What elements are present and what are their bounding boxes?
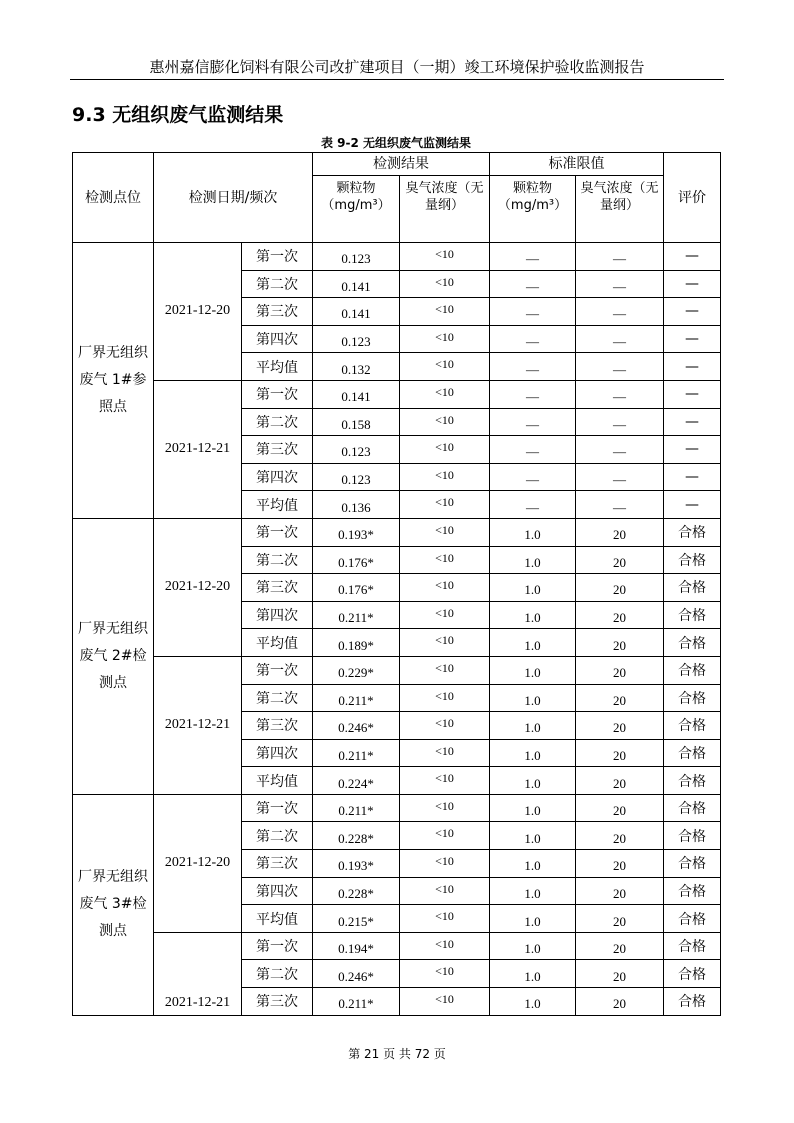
- header-pm-limit: 颗粒物（mg/m³）: [490, 176, 576, 243]
- header-odor: 臭气浓度（无量纲）: [400, 176, 490, 243]
- odor-limit-cell: 20: [576, 518, 664, 546]
- date-cell: 2021-12-21: [154, 656, 242, 794]
- frequency-cell: 第一次: [242, 656, 313, 684]
- point-cell: 厂界无组织废气 1#参照点: [73, 243, 154, 519]
- frequency-cell: 第一次: [242, 794, 313, 822]
- odor-value-cell: <10: [400, 905, 490, 933]
- frequency-cell: 第四次: [242, 601, 313, 629]
- odor-value-cell: <10: [400, 463, 490, 491]
- frequency-cell: 第三次: [242, 574, 313, 602]
- pm-limit-cell: 1.0: [490, 850, 576, 878]
- header-date-freq: 检测日期/频次: [154, 153, 313, 243]
- odor-limit-cell: —: [576, 270, 664, 298]
- header-limits: 标准限值: [490, 153, 664, 176]
- odor-value-cell: <10: [400, 601, 490, 629]
- evaluation-cell: 合格: [664, 988, 721, 1016]
- table-row: [73, 380, 721, 408]
- frequency-cell: 第二次: [242, 408, 313, 436]
- pm-value-cell: 0.189*: [313, 629, 400, 657]
- pm-limit-cell: —: [490, 463, 576, 491]
- frequency-cell: 第二次: [242, 822, 313, 850]
- pm-limit-cell: —: [490, 380, 576, 408]
- odor-value-cell: <10: [400, 850, 490, 878]
- odor-limit-cell: 20: [576, 822, 664, 850]
- pm-value-cell: 0.193*: [313, 518, 400, 546]
- evaluation-cell: 合格: [664, 546, 721, 574]
- pm-limit-cell: 1.0: [490, 794, 576, 822]
- frequency-cell: 第一次: [242, 518, 313, 546]
- pm-limit-cell: 1.0: [490, 518, 576, 546]
- odor-value-cell: <10: [400, 739, 490, 767]
- frequency-cell: 第二次: [242, 270, 313, 298]
- odor-limit-cell: 20: [576, 739, 664, 767]
- pm-limit-cell: —: [490, 436, 576, 464]
- odor-limit-cell: 20: [576, 601, 664, 629]
- frequency-cell: 第一次: [242, 932, 313, 960]
- pm-limit-cell: —: [490, 325, 576, 353]
- frequency-cell: 第三次: [242, 850, 313, 878]
- odor-value-cell: <10: [400, 408, 490, 436]
- table-row: [73, 243, 721, 271]
- odor-limit-cell: —: [576, 325, 664, 353]
- pm-value-cell: 0.229*: [313, 656, 400, 684]
- odor-value-cell: <10: [400, 794, 490, 822]
- pm-value-cell: 0.136: [313, 491, 400, 519]
- odor-limit-cell: —: [576, 298, 664, 326]
- evaluation-cell: —: [664, 380, 721, 408]
- frequency-cell: 第二次: [242, 684, 313, 712]
- pm-value-cell: 0.176*: [313, 546, 400, 574]
- table-row: [73, 932, 721, 960]
- header-pm: 颗粒物（mg/m³）: [313, 176, 400, 243]
- evaluation-cell: —: [664, 491, 721, 519]
- evaluation-cell: 合格: [664, 601, 721, 629]
- date-cell: 2021-12-20: [154, 243, 242, 381]
- frequency-cell: 平均值: [242, 767, 313, 795]
- odor-limit-cell: 20: [576, 850, 664, 878]
- pm-value-cell: 0.123: [313, 436, 400, 464]
- pm-value-cell: 0.246*: [313, 960, 400, 988]
- odor-value-cell: <10: [400, 767, 490, 795]
- odor-limit-cell: 20: [576, 629, 664, 657]
- frequency-cell: 第二次: [242, 960, 313, 988]
- odor-value-cell: <10: [400, 629, 490, 657]
- evaluation-cell: 合格: [664, 822, 721, 850]
- pm-value-cell: 0.215*: [313, 905, 400, 933]
- pm-limit-cell: —: [490, 353, 576, 381]
- pm-value-cell: 0.224*: [313, 767, 400, 795]
- table-row: [73, 518, 721, 546]
- evaluation-cell: —: [664, 298, 721, 326]
- header-results: 检测结果: [313, 153, 490, 176]
- header-divider: [70, 79, 724, 80]
- frequency-cell: 第四次: [242, 325, 313, 353]
- pm-value-cell: 0.211*: [313, 794, 400, 822]
- pm-value-cell: 0.141: [313, 298, 400, 326]
- odor-limit-cell: —: [576, 463, 664, 491]
- frequency-cell: 平均值: [242, 629, 313, 657]
- evaluation-cell: 合格: [664, 905, 721, 933]
- odor-value-cell: <10: [400, 298, 490, 326]
- date-cell: 2021-12-20: [154, 518, 242, 656]
- date-cell: 2021-12-21: [154, 380, 242, 518]
- date-cell: 2021-12-21: [154, 932, 242, 1015]
- odor-limit-cell: 20: [576, 932, 664, 960]
- pm-value-cell: 0.211*: [313, 684, 400, 712]
- odor-limit-cell: 20: [576, 960, 664, 988]
- pm-limit-cell: 1.0: [490, 656, 576, 684]
- pm-limit-cell: 1.0: [490, 684, 576, 712]
- table-row: [73, 656, 721, 684]
- table-caption: 表 9-2 无组织废气监测结果: [320, 136, 472, 150]
- odor-value-cell: <10: [400, 877, 490, 905]
- section-title: 9.3 无组织废气监测结果: [72, 104, 284, 126]
- evaluation-cell: 合格: [664, 656, 721, 684]
- odor-limit-cell: 20: [576, 656, 664, 684]
- pm-limit-cell: 1.0: [490, 932, 576, 960]
- evaluation-cell: —: [664, 270, 721, 298]
- frequency-cell: 平均值: [242, 353, 313, 381]
- header-odor-limit: 臭气浓度（无量纲）: [576, 176, 664, 243]
- odor-limit-cell: —: [576, 436, 664, 464]
- odor-value-cell: <10: [400, 325, 490, 353]
- evaluation-cell: 合格: [664, 850, 721, 878]
- pm-limit-cell: 1.0: [490, 739, 576, 767]
- table-body: [73, 243, 721, 1016]
- evaluation-cell: 合格: [664, 960, 721, 988]
- odor-limit-cell: 20: [576, 684, 664, 712]
- evaluation-cell: 合格: [664, 518, 721, 546]
- pm-limit-cell: 1.0: [490, 546, 576, 574]
- pm-limit-cell: —: [490, 270, 576, 298]
- evaluation-cell: —: [664, 243, 721, 271]
- frequency-cell: 第三次: [242, 988, 313, 1016]
- odor-value-cell: <10: [400, 546, 490, 574]
- pm-limit-cell: 1.0: [490, 601, 576, 629]
- pm-limit-cell: 1.0: [490, 905, 576, 933]
- evaluation-cell: 合格: [664, 684, 721, 712]
- evaluation-cell: —: [664, 325, 721, 353]
- pm-value-cell: 0.123: [313, 463, 400, 491]
- odor-value-cell: <10: [400, 822, 490, 850]
- odor-value-cell: <10: [400, 518, 490, 546]
- pm-value-cell: 0.123: [313, 243, 400, 271]
- odor-limit-cell: —: [576, 243, 664, 271]
- odor-value-cell: <10: [400, 684, 490, 712]
- pm-limit-cell: —: [490, 298, 576, 326]
- frequency-cell: 第一次: [242, 380, 313, 408]
- pm-limit-cell: 1.0: [490, 574, 576, 602]
- frequency-cell: 平均值: [242, 905, 313, 933]
- header-point: 检测点位: [73, 153, 154, 243]
- odor-limit-cell: —: [576, 408, 664, 436]
- evaluation-cell: 合格: [664, 739, 721, 767]
- pm-value-cell: 0.193*: [313, 850, 400, 878]
- odor-value-cell: <10: [400, 380, 490, 408]
- odor-value-cell: <10: [400, 712, 490, 740]
- frequency-cell: 第一次: [242, 243, 313, 271]
- evaluation-cell: 合格: [664, 932, 721, 960]
- pm-limit-cell: —: [490, 491, 576, 519]
- odor-limit-cell: 20: [576, 988, 664, 1016]
- frequency-cell: 第三次: [242, 712, 313, 740]
- frequency-cell: 第三次: [242, 298, 313, 326]
- odor-value-cell: <10: [400, 960, 490, 988]
- odor-limit-cell: 20: [576, 794, 664, 822]
- pm-value-cell: 0.123: [313, 325, 400, 353]
- date-cell: 2021-12-20: [154, 794, 242, 932]
- point-cell: 厂界无组织废气 2#检测点: [73, 518, 154, 794]
- evaluation-cell: 合格: [664, 877, 721, 905]
- pm-value-cell: 0.176*: [313, 574, 400, 602]
- odor-limit-cell: 20: [576, 905, 664, 933]
- odor-limit-cell: —: [576, 380, 664, 408]
- pm-limit-cell: 1.0: [490, 988, 576, 1016]
- frequency-cell: 第三次: [242, 436, 313, 464]
- pm-value-cell: 0.228*: [313, 877, 400, 905]
- pm-value-cell: 0.246*: [313, 712, 400, 740]
- odor-limit-cell: 20: [576, 712, 664, 740]
- evaluation-cell: —: [664, 353, 721, 381]
- pm-value-cell: 0.211*: [313, 601, 400, 629]
- pm-limit-cell: 1.0: [490, 767, 576, 795]
- pm-value-cell: 0.132: [313, 353, 400, 381]
- pm-value-cell: 0.228*: [313, 822, 400, 850]
- odor-value-cell: <10: [400, 656, 490, 684]
- pm-limit-cell: 1.0: [490, 960, 576, 988]
- odor-limit-cell: 20: [576, 877, 664, 905]
- table-row: [73, 794, 721, 822]
- pm-value-cell: 0.211*: [313, 988, 400, 1016]
- pm-limit-cell: 1.0: [490, 822, 576, 850]
- odor-limit-cell: 20: [576, 767, 664, 795]
- pm-limit-cell: 1.0: [490, 877, 576, 905]
- monitoring-results-table: [72, 152, 721, 1016]
- point-cell: 厂界无组织废气 3#检测点: [73, 794, 154, 1015]
- evaluation-cell: 合格: [664, 794, 721, 822]
- odor-limit-cell: 20: [576, 574, 664, 602]
- report-header: 惠州嘉信膨化饲料有限公司改扩建项目（一期）竣工环境保护验收监测报告: [149, 58, 645, 76]
- page-footer: 第 21 页 共 72 页: [348, 1047, 446, 1061]
- frequency-cell: 第四次: [242, 463, 313, 491]
- evaluation-cell: —: [664, 408, 721, 436]
- evaluation-cell: —: [664, 463, 721, 491]
- frequency-cell: 第四次: [242, 739, 313, 767]
- evaluation-cell: 合格: [664, 629, 721, 657]
- odor-value-cell: <10: [400, 436, 490, 464]
- odor-value-cell: <10: [400, 491, 490, 519]
- odor-value-cell: <10: [400, 270, 490, 298]
- pm-limit-cell: 1.0: [490, 629, 576, 657]
- header-evaluation: 评价: [664, 153, 721, 243]
- pm-limit-cell: —: [490, 408, 576, 436]
- pm-value-cell: 0.158: [313, 408, 400, 436]
- pm-value-cell: 0.194*: [313, 932, 400, 960]
- frequency-cell: 平均值: [242, 491, 313, 519]
- pm-value-cell: 0.211*: [313, 739, 400, 767]
- pm-value-cell: 0.141: [313, 380, 400, 408]
- evaluation-cell: 合格: [664, 712, 721, 740]
- pm-limit-cell: 1.0: [490, 712, 576, 740]
- pm-limit-cell: —: [490, 243, 576, 271]
- odor-value-cell: <10: [400, 243, 490, 271]
- odor-value-cell: <10: [400, 353, 490, 381]
- odor-limit-cell: 20: [576, 546, 664, 574]
- frequency-cell: 第四次: [242, 877, 313, 905]
- evaluation-cell: 合格: [664, 574, 721, 602]
- odor-value-cell: <10: [400, 988, 490, 1016]
- evaluation-cell: —: [664, 436, 721, 464]
- odor-value-cell: <10: [400, 932, 490, 960]
- frequency-cell: 第二次: [242, 546, 313, 574]
- odor-value-cell: <10: [400, 574, 490, 602]
- odor-limit-cell: —: [576, 353, 664, 381]
- pm-value-cell: 0.141: [313, 270, 400, 298]
- odor-limit-cell: —: [576, 491, 664, 519]
- evaluation-cell: 合格: [664, 767, 721, 795]
